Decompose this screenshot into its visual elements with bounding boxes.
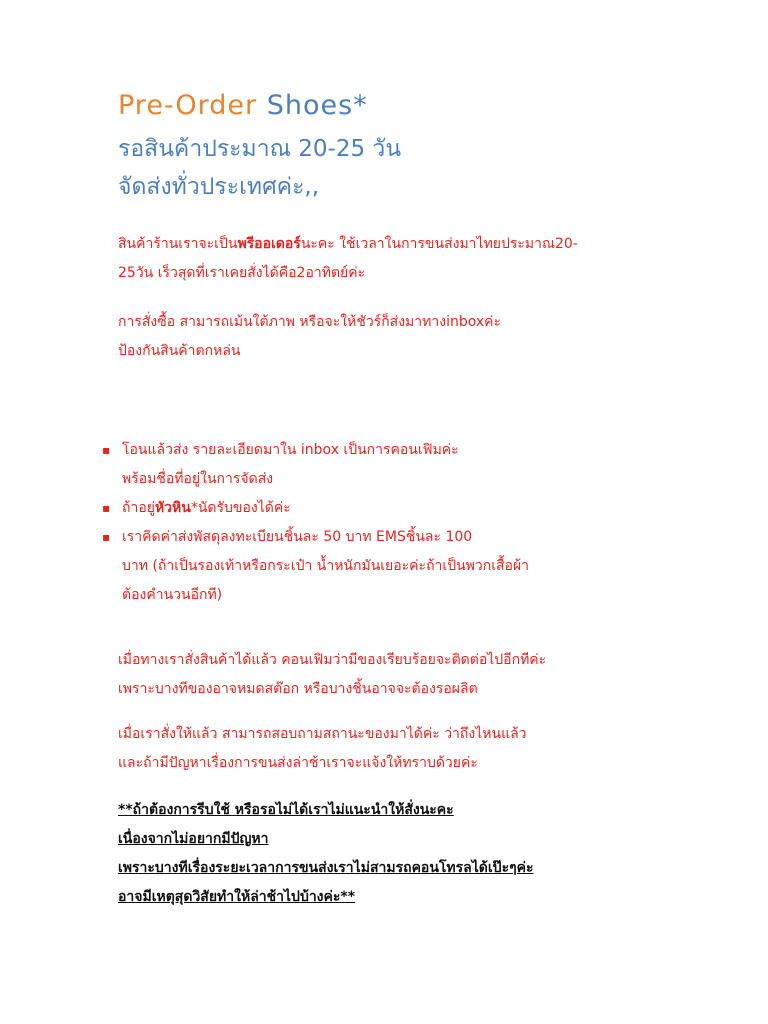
intro-paragraph — [118, 230, 678, 288]
bullet-shipping-line-1: เราคิดค่าส่งพัสดุลงทะเบียนชิ้นละ 50 บาท EMSชิ้นละ 100 — [122, 529, 473, 545]
tracking-line-1: เมื่อเราสั่งให้แล้ว สามารถสอบถามสถานะของมาได้ค่ะ ว่าถึงไหนแล้ว — [118, 726, 527, 742]
ordering-paragraph — [118, 308, 678, 366]
bullet-item-payment — [102, 436, 678, 494]
pickup-text-a: ถ้าอยู่ — [122, 500, 155, 516]
title-pre-order: Pre-Order — [118, 90, 258, 121]
bullet-shipping-line-2: บาท (ถ้าเป็นรองเท้าหรือกระเป๋า น้ำหนักมันเยอะค่ะถ้าเป็นพวกเสื้อผ้า — [122, 558, 530, 574]
confirm-line-2: เพราะบางทีของอาจหมดสต๊อก หรือบางชิ้นอาจจะต้องรอผลิต — [118, 681, 478, 697]
warning-line-2: เนื่องจากไม่อยากมีปัญหา — [118, 831, 269, 847]
bullet-payment-line-1: โอนแล้วส่ง รายละเอียดมาใน inbox เป็นการคอนเฟิมค่ะ — [122, 442, 459, 458]
warning-line-3: เพราะบางทีเรื่องระยะเวลาการขนส่งเราไม่สามรถคอนโทรลได้เป๊ะๆค่ะ — [118, 860, 534, 876]
confirm-line-1: เมื่อทางเราสั่งสินค้าได้แล้ว คอนเฟิมว่ามีของเรียบร้อยจะติดต่อไปอีกทีค่ะ — [118, 652, 547, 668]
tracking-line-2: และถ้ามีปัญหาเรื่องการขนส่งล่าช้าเราจะแจ้งให้ทราบด้วยค่ะ — [118, 755, 478, 771]
warning-line-4: อาจมีเหตุสุดวิสัยทำให้ล่าช้าไปบ้างค่ะ** — [118, 889, 356, 905]
document-page — [102, 88, 678, 912]
intro-line-2: 25วัน เร็วสุดที่เราเคยสั่งได้คือ2อาทิตย์ค่ะ — [118, 265, 366, 281]
subtitle-wait-time: รอสินค้าประมาณ 20-25 วัน — [118, 136, 402, 162]
pickup-huahin-bold: หัวหิน — [154, 500, 191, 516]
pickup-text-b: *นัดรับของได้ค่ะ — [190, 500, 291, 516]
bullet-marker: ▪ — [102, 530, 111, 544]
title-shoes: Shoes* — [266, 90, 368, 121]
confirm-paragraph — [118, 646, 678, 704]
bullet-list — [102, 436, 678, 610]
bullet-payment-line-2: พร้อมชื่อที่อยู่ในการจัดส่ง — [122, 471, 274, 487]
subtitle — [118, 130, 678, 206]
page-title — [118, 88, 678, 124]
warning-notice — [118, 796, 678, 912]
bullet-shipping-line-3: ต้องคำนวนอีกที) — [122, 587, 223, 603]
subtitle-shipping: จัดส่งทั่วประเทศค่ะ,, — [118, 174, 320, 200]
tracking-paragraph — [118, 720, 678, 778]
ordering-line-2: ป้องกันสินค้าตกหล่น — [118, 343, 241, 359]
bullet-marker: ▪ — [102, 501, 111, 515]
intro-preorder-bold: พรีออเดอร์ — [237, 236, 301, 252]
bullet-item-shipping-cost — [102, 523, 678, 610]
warning-line-1: **ถ้าต้องการรีบใช้ หรือรอไม่ได้เราไม่แนะนำให้สั่งนะคะ — [118, 802, 454, 818]
ordering-line-1: การสั่งซื้อ สามารถเม้นใต้ภาพ หรือจะให้ชัวร์ก็ส่งมาทางinboxค่ะ — [118, 314, 502, 330]
bullet-item-pickup — [102, 494, 678, 523]
bullet-pickup-line — [122, 494, 678, 523]
intro-text-a: สินค้าร้านเราจะเป็น — [118, 236, 238, 252]
intro-line-1 — [118, 230, 678, 259]
intro-text-b: นะคะ ใช้เวลาในการขนส่งมาไทยประมาณ20- — [300, 236, 578, 252]
bullet-marker: ▪ — [102, 443, 111, 457]
